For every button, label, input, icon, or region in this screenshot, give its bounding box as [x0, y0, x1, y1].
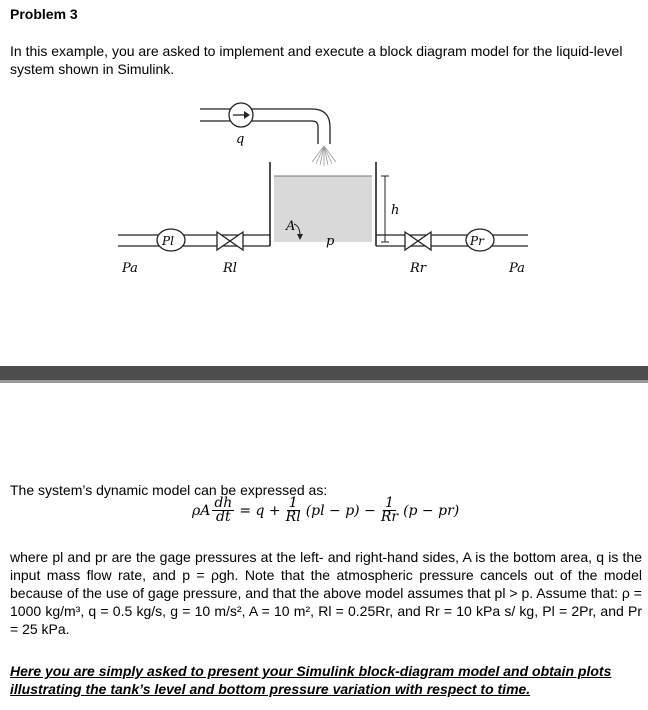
left-pressure-label: Pl — [162, 234, 174, 248]
section-divider-shadow — [0, 380, 648, 383]
eq-frac-right: $\frac{1}{Rr}$ — [380, 495, 399, 525]
where-paragraph: where pl and pr are the gage pressures at the left- and right-hand sides, A is the bottom area, q is the input mass flow rate, and p = ρgh. Note that the atmospheric pressure cancels out of the model because of the use of gage pressure, and that the above model assumes that pl > p. Assume that: ρ = 1000 kg/m³, q = 0.5 kg/s, g = 10 m/s², A = 10 m², Rl = 0.25Rr, and Rr = 10 kPa s/ kg, Pl = 2Pr, and Pr = 25 kPa. — [10, 549, 642, 637]
height-label: h — [391, 203, 400, 218]
right-atm-label: Pa — [509, 261, 525, 276]
height-indicator — [381, 176, 389, 242]
spray-icon — [312, 146, 336, 166]
left-atm-label: Pa — [122, 261, 138, 276]
eq-term2: (p − pr) — [403, 502, 460, 519]
problem-title: Problem 3 — [10, 6, 78, 22]
liquid-level-diagram — [0, 90, 648, 390]
eq-frac-left: $\frac{1}{Rl}$ — [285, 495, 301, 525]
dynamic-equation — [192, 497, 459, 524]
area-label: A — [286, 219, 296, 234]
eq-term1: (pl − p) − — [305, 502, 376, 519]
eq-equals: = q + — [239, 502, 281, 519]
eq-derivative: $\frac{dh}{dt}$ — [214, 495, 233, 525]
task-note: Here you are simply asked to present your Simulink block-diagram model and obtain plots illustrating the tank’s level and bottom pressure variation with respect to time. — [10, 663, 612, 697]
inlet-pipe — [200, 109, 330, 144]
eq-lhs: ρA — [192, 502, 211, 519]
left-resistance-label: Rl — [223, 261, 237, 276]
pressure-label: p — [326, 234, 335, 249]
intro-paragraph: In this example, you are asked to implement and execute a block diagram model for the liquid-level system shown in Simulink. — [10, 43, 623, 77]
section-divider — [0, 366, 648, 380]
model-intro: The system’s dynamic model can be expressed as: — [10, 482, 328, 498]
right-resistance-label: Rr — [410, 261, 427, 276]
pump-icon — [229, 103, 253, 127]
flow-label: q — [236, 132, 245, 147]
right-pressure-label: Pr — [470, 234, 484, 248]
